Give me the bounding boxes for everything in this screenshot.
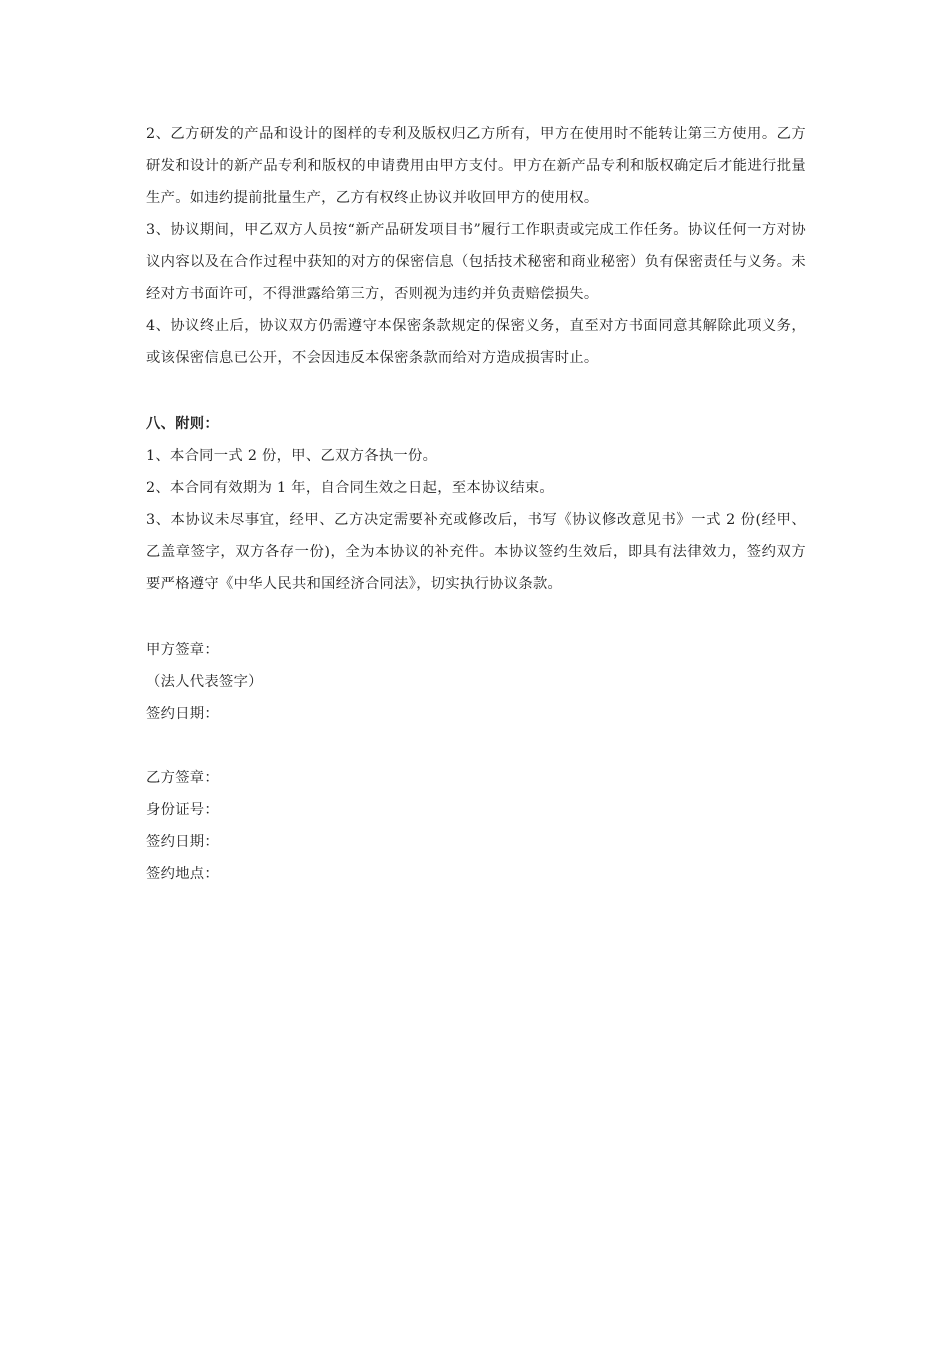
confidentiality-clause-4: 4、协议终止后，协议双方仍需遵守本保密条款规定的保密义务，直至对方书面同意其解除此项义务，或该保密信息已公开，不会因违反本保密条款而给对方造成损害时止。 — [146, 318, 806, 366]
party-b-signature-block — [146, 762, 806, 890]
party-a-seal-label: 甲方签章： — [146, 642, 219, 658]
supplementary-clause-1: 1、本合同一式 2 份，甲、乙双方各执一份。 — [146, 448, 438, 464]
party-a-date-label: 签约日期： — [146, 706, 219, 722]
document-body — [146, 118, 806, 890]
supplementary-clause-2: 2、本合同有效期为 1 年，自合同生效之日起，至本协议结束。 — [146, 480, 554, 496]
confidentiality-clause-2: 2、乙方研发的产品和设计的图样的专利及版权归乙方所有，甲方在使用时不能转让第三方使用。乙方研发和设计的新产品专利和版权的申请费用由甲方支付。甲方在新产品专利和版权确定后才能进行批量生产。如违约提前批量生产，乙方有权终止协议并收回甲方的使用权。 — [146, 126, 806, 206]
party-b-id-label: 身份证号： — [146, 802, 219, 818]
party-b-date-label: 签约日期： — [146, 834, 219, 850]
party-a-signature-block — [146, 634, 806, 730]
party-b-seal-label: 乙方签章： — [146, 770, 219, 786]
party-a-rep-sign-label: （法人代表签字） — [146, 674, 263, 690]
supplementary-clause-3: 3、本协议未尽事宜，经甲、乙方决定需要补充或修改后，书写《协议修改意见书》一式 2 份(经甲、乙盖章签字，双方各存一份)，全为本协议的补充件。本协议签约生效后，即具有法律效力，签约双方要严格遵守《中华人民共和国经济合同法》，切实执行协议条款。 — [146, 512, 806, 592]
party-b-place-label: 签约地点： — [146, 866, 219, 882]
confidentiality-clause-3: 3、协议期间，甲乙双方人员按“新产品研发项目书”履行工作职责或完成工作任务。协议任何一方对协议内容以及在合作过程中获知的对方的保密信息（包括技术秘密和商业秘密）负有保密责任与义务。未经对方书面许可，不得泄露给第三方，否则视为违约并负责赔偿损失。 — [146, 222, 806, 302]
section-heading-supplementary: 八、附则： — [146, 416, 219, 432]
